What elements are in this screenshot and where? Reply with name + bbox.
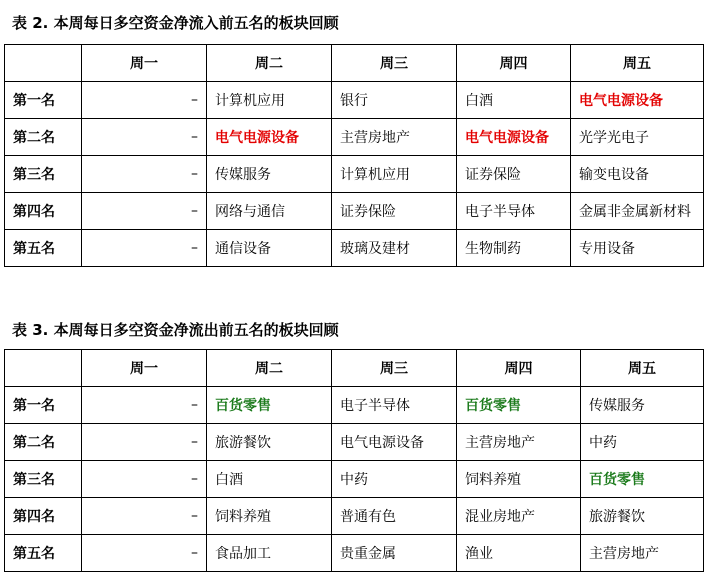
sector-cell: 主营房地产 — [581, 535, 704, 572]
corner-cell — [5, 350, 82, 387]
sector-cell: 普通有色 — [332, 498, 457, 535]
sector-cell: 电子半导体 — [332, 387, 457, 424]
sector-cell: 玻璃及建材 — [332, 230, 457, 267]
sector-cell: 电气电源设备 — [207, 119, 332, 156]
sector-cell: 旅游餐饮 — [207, 424, 332, 461]
empty-dash-cell: – — [82, 193, 207, 230]
sector-cell: 计算机应用 — [207, 82, 332, 119]
rank-label: 第五名 — [5, 535, 82, 572]
column-header: 周五 — [581, 350, 704, 387]
table-caption-outflow: 表 3. 本周每日多空资金净流出前五名的板块回顾 — [12, 321, 339, 339]
empty-dash-cell: – — [82, 461, 207, 498]
table-row — [5, 119, 704, 156]
empty-dash-cell: – — [82, 498, 207, 535]
empty-dash-cell: – — [82, 156, 207, 193]
empty-dash-cell: – — [82, 119, 207, 156]
sector-cell: 传媒服务 — [207, 156, 332, 193]
sector-cell: 电气电源设备 — [332, 424, 457, 461]
sector-cell: 电气电源设备 — [457, 119, 571, 156]
sector-cell: 输变电设备 — [571, 156, 704, 193]
sector-cell: 饲料养殖 — [207, 498, 332, 535]
sector-cell: 专用设备 — [571, 230, 704, 267]
sector-cell: 计算机应用 — [332, 156, 457, 193]
sector-cell: 食品加工 — [207, 535, 332, 572]
table-row — [5, 461, 704, 498]
sector-cell: 渔业 — [457, 535, 581, 572]
sector-cell: 证券保险 — [457, 156, 571, 193]
sector-cell: 白酒 — [207, 461, 332, 498]
sector-cell: 百货零售 — [581, 461, 704, 498]
sector-cell: 电气电源设备 — [571, 82, 704, 119]
empty-dash-cell: – — [82, 82, 207, 119]
sector-cell: 银行 — [332, 82, 457, 119]
rank-label: 第五名 — [5, 230, 82, 267]
table-caption-inflow: 表 2. 本周每日多空资金净流入前五名的板块回顾 — [12, 14, 339, 32]
rank-label: 第一名 — [5, 387, 82, 424]
outflow-sector-table — [4, 349, 704, 572]
rank-label: 第二名 — [5, 119, 82, 156]
corner-cell — [5, 45, 82, 82]
sector-cell: 电子半导体 — [457, 193, 571, 230]
sector-cell: 旅游餐饮 — [581, 498, 704, 535]
sector-cell: 百货零售 — [457, 387, 581, 424]
table-row — [5, 156, 704, 193]
rank-label: 第四名 — [5, 193, 82, 230]
table-row — [5, 424, 704, 461]
table-row — [5, 230, 704, 267]
sector-cell: 证券保险 — [332, 193, 457, 230]
sector-cell: 中药 — [581, 424, 704, 461]
table-row — [5, 387, 704, 424]
rank-label: 第四名 — [5, 498, 82, 535]
table-row — [5, 193, 704, 230]
empty-dash-cell: – — [82, 535, 207, 572]
table-header-row — [5, 350, 704, 387]
table-row — [5, 82, 704, 119]
column-header: 周三 — [332, 45, 457, 82]
sector-cell: 生物制药 — [457, 230, 571, 267]
column-header: 周一 — [82, 45, 207, 82]
sector-cell: 白酒 — [457, 82, 571, 119]
column-header: 周四 — [457, 45, 571, 82]
sector-cell: 贵重金属 — [332, 535, 457, 572]
column-header: 周五 — [571, 45, 704, 82]
empty-dash-cell: – — [82, 230, 207, 267]
rank-label: 第二名 — [5, 424, 82, 461]
sector-cell: 百货零售 — [207, 387, 332, 424]
empty-dash-cell: – — [82, 424, 207, 461]
sector-cell: 主营房地产 — [332, 119, 457, 156]
sector-cell: 混业房地产 — [457, 498, 581, 535]
rank-label: 第三名 — [5, 461, 82, 498]
inflow-sector-table — [4, 44, 704, 267]
column-header: 周二 — [207, 350, 332, 387]
sector-cell: 饲料养殖 — [457, 461, 581, 498]
sector-cell: 传媒服务 — [581, 387, 704, 424]
rank-label: 第三名 — [5, 156, 82, 193]
column-header: 周二 — [207, 45, 332, 82]
sector-cell: 金属非金属新材料 — [571, 193, 704, 230]
empty-dash-cell: – — [82, 387, 207, 424]
table-row — [5, 535, 704, 572]
rank-label: 第一名 — [5, 82, 82, 119]
table-header-row — [5, 45, 704, 82]
column-header: 周一 — [82, 350, 207, 387]
sector-cell: 主营房地产 — [457, 424, 581, 461]
column-header: 周四 — [457, 350, 581, 387]
column-header: 周三 — [332, 350, 457, 387]
sector-cell: 中药 — [332, 461, 457, 498]
sector-cell: 光学光电子 — [571, 119, 704, 156]
sector-cell: 通信设备 — [207, 230, 332, 267]
sector-cell: 网络与通信 — [207, 193, 332, 230]
table-row — [5, 498, 704, 535]
